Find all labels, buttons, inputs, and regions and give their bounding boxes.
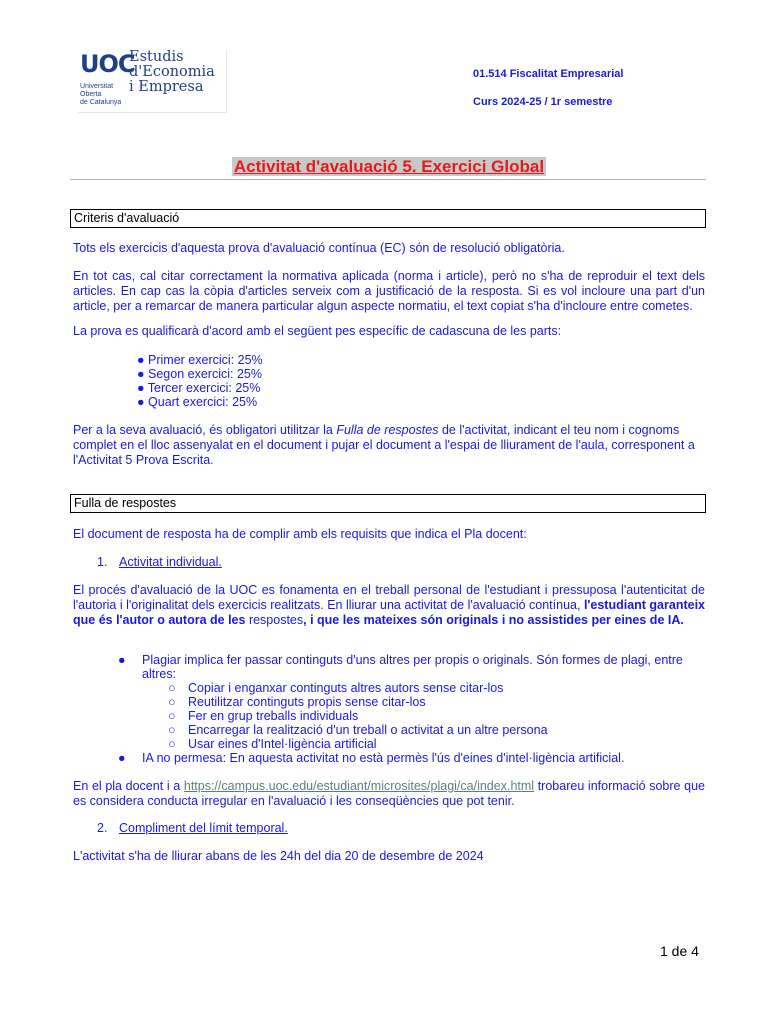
pla-docent-paragraph (73, 779, 705, 809)
page-number: 1 de 4 (660, 943, 699, 959)
uoc-paragraph (73, 583, 705, 628)
logo-title-line: d'Economia (129, 64, 215, 80)
list-item: ● Primer exercici: 25% (137, 353, 263, 367)
criteris-paragraph-3: La prova es qualificarà d'acord amb el següent pes específic de cadascuna de les parts: (73, 324, 562, 338)
section-heading-criteris: Criteris d'avaluació (70, 209, 706, 228)
numbered-heading-1 (97, 555, 222, 569)
list-item-text: Reutilitzar continguts propis sense citar-los (188, 695, 426, 709)
list-item (118, 695, 706, 709)
text-run: En el pla docent i a (73, 779, 184, 793)
logo-title-line: i Empresa (129, 79, 204, 95)
text-run: El procés d'avaluació de la UOC es fonamenta en el treball personal de l'estudiant i pressuposa l'autenticitat de l'autoria i l'originalitat dels exercicis realitzats. En lliurar una activitat de l'avaluació contínua, (73, 583, 705, 612)
bold-run: , i que les mateixes són originals i no assistides per eines de IA. (303, 613, 684, 627)
course-code: 01.514 Fiscalitat Empresarial (473, 68, 624, 80)
item-title: Compliment del límit temporal. (119, 821, 288, 835)
course-semester: Curs 2024-25 / 1r semestre (473, 96, 613, 108)
text-run: trobareu informació sobre que es considera conducta irregular en l'avaluació i les conseqüències que pot tenir. (73, 779, 706, 808)
section-heading-fulla: Fulla de respostes (70, 494, 706, 513)
uoc-logo (78, 50, 227, 113)
logo-title-line: Estudis (129, 49, 184, 65)
list-item-text: Fer en grup treballs individuals (188, 709, 359, 723)
circle-bullet-icon: ○ (168, 695, 176, 709)
bold-run: l'estudiant garanteix que és l'autor o autora de les (73, 598, 705, 627)
list-item-text: IA no permesa: En aquesta activitat no està permès l'ús d'eines d'intel·ligència artificial. (142, 751, 625, 765)
list-item-text: Plagiar implica fer passar continguts d'uns altres per propis o originals. Són formes de plagi, entre altres: (142, 653, 683, 681)
numbered-heading-2 (97, 821, 288, 835)
title-divider (70, 179, 706, 180)
logo-title (129, 50, 215, 95)
list-item-text: Usar eines d'Intel·ligència artificial (188, 737, 377, 751)
circle-bullet-icon: ○ (168, 723, 176, 737)
logo-mark: UOC (80, 50, 135, 78)
circle-bullet-icon: ○ (168, 681, 176, 695)
logo-sub-line: Universitat (80, 83, 114, 90)
text-run: Per a la seva avaluació, és obligatori utilitzar la (73, 423, 337, 437)
document-title-text: Activitat d'avaluació 5. Exercici Global (233, 157, 545, 176)
course-info (473, 60, 623, 116)
logo-subtitle (80, 83, 121, 107)
item-number: 2. (97, 821, 108, 835)
list-item-text: Encarregar la realització d'un treball o activitat a un altre persona (188, 723, 548, 737)
criteris-paragraph-1: Tots els exercicis d'aquesta prova d'avaluació contínua (EC) són de resolució obligatòria. (73, 241, 565, 255)
criteris-paragraph-4 (73, 423, 705, 468)
list-item (118, 681, 706, 695)
fulla-intro: El document de resposta ha de complir amb els requisits que indica el Pla docent: (73, 527, 527, 541)
plagi-list (118, 653, 706, 765)
list-item: ● Segon exercici: 25% (137, 367, 262, 381)
bullet-icon: ● (118, 751, 126, 765)
list-item (118, 723, 706, 737)
list-item: ● Tercer exercici: 25% (137, 381, 261, 395)
weights-list (137, 353, 263, 409)
text-run: respostes (245, 613, 304, 627)
list-item: ● Quart exercici: 25% (137, 395, 258, 409)
item-number: 1. (97, 555, 108, 569)
list-item (118, 653, 706, 681)
circle-bullet-icon: ○ (168, 737, 176, 751)
fulla-reference: Fulla de respostes (336, 423, 439, 437)
list-item (118, 751, 706, 765)
circle-bullet-icon: ○ (168, 709, 176, 723)
deadline-text: L'activitat s'ha de lliurar abans de les 24h del dia 20 de desembre de 2024 (73, 849, 484, 863)
item-title: Activitat individual. (119, 555, 222, 569)
logo-sub-line: de Catalunya (80, 99, 122, 106)
logo-sub-line: Oberta (80, 91, 102, 98)
bullet-icon: ● (118, 653, 126, 667)
criteris-paragraph-2: En tot cas, cal citar correctament la normativa aplicada (norma i article), però no s'ha de reproduir el text dels articles. En cap cas la còpia d'articles serveix com a justificació de la resposta. Si es vol incloure una part d'un article, per a remarcar de manera particular algun aspecte normatiu, el text copiat s'ha d'incloure entre cometes. (73, 269, 705, 313)
list-item-text: Copiar i enganxar continguts altres autors sense citar-los (188, 681, 504, 695)
list-item (118, 709, 706, 723)
list-item (118, 737, 706, 751)
plagi-link[interactable]: https://campus.uoc.edu/estudiant/microsites/plagi/ca/index.html (183, 779, 535, 793)
document-title (70, 157, 708, 177)
text-run: de l'activitat, indicant el teu nom i cognoms complet en el lloc assenyalat en el document i pujar el document a l'espai de lliurament de l'aula, corresponent a l'Activitat 5 Prova Escrita. (73, 423, 695, 467)
